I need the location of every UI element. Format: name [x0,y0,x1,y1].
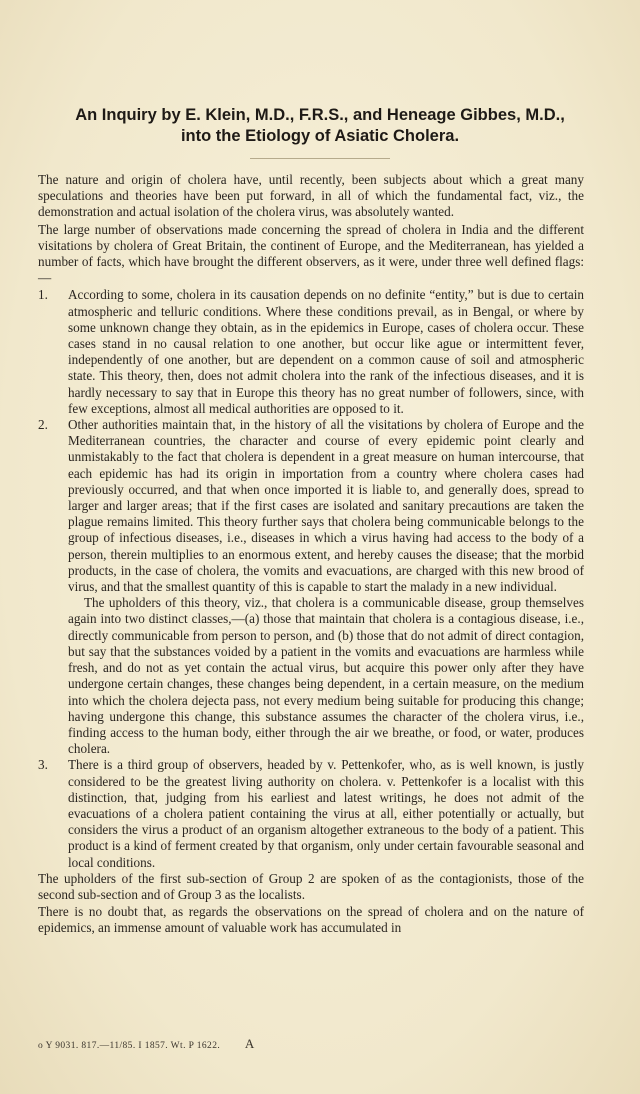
list-item-text: There is a third group of observers, headed by v. Pettenkofer, who, as is well known, is justly considered to be the greatest living authority on cholera. v. Pettenkofer is a localist with this distinction, that, judging from his earliest and latest writings, he does not admit of the evacuations of a cholera patient containing the virus at all, either potentially or actually, but considers the virus a product of an organism altogether extraneous to the body of a patient. This product is a kind of ferment created by that organism, only under certain favourable seasonal and local conditions. [68,757,584,870]
list-item-number: 1. [38,287,48,303]
signature-mark: A [244,1036,255,1051]
list-item-text: Other authorities maintain that, in the history of all the visitations by cholera of Europe and the Mediterranean countries, the character and course of every epidemic point clearly and unmistakably to the fact that cholera is dependent in a great measure on human intercourse, that each epidemic has had its origin in importation from a country where cholera cases had previously occurred, and that when once imported it is liable to, and generally does, spread to larger and larger areas; that if the first cases are isolated and sanitary precautions are taken the plague remains limited. This theory further says that cholera being communicable belongs to the group of infectious diseases, i.e., diseases in which a virus having had access to the body of a person, therein multiplies to an enormous extent, and hereby causes the disease; that the morbid products, in the case of cholera, the vomits and evacuations, are charged with this new brood of virus, and that the smallest quantity of this is capable to start the malady in a new individual. [68,417,584,595]
list-item-number: 3. [38,757,48,773]
paragraph-intro: The nature and origin of cholera have, until recently, been subjects about which a great many speculations and theories have been put forward, in all of which the fundamental fact, viz., the demonstration and actual isolation of the cholera virus, was absolutely wanted. [38,172,584,220]
title-line-2: into the Etiology of Asiatic Cholera. [180,127,460,145]
document-title [20,105,620,147]
paragraph-contagionists: The upholders of the first sub-section of Group 2 are spoken of as the contagionists, those of the second sub-section and of Group 3 as the localists. [38,870,584,902]
list-item-number: 2. [38,417,48,433]
printer-imprint: o Y 9031. 817.—11/85. I 1857. Wt. P 1622. [38,1041,221,1051]
list-item [38,417,584,757]
list-item-text: According to some, cholera in its causation depends on no definite “entity,” but is due to certain atmospheric and telluric conditions. Where these conditions prevail, as in Bengal, or where by some unknown change they obtain, as in the epidemics in Europe, cases of cholera occur. These cases stand in no causal relation to one another, but occur like ague or intermittent fever, independently of one another, but are dependent on a common cause of soil and atmospheric state. This theory, then, does not admit cholera into the rank of the infectious diseases, and it is hardly necessary to say that in Europe this theory has no great number of followers, since, with few exceptions, almost all medical authorities are opposed to it. [68,287,584,416]
list-item [38,287,584,417]
title-divider [250,158,390,159]
paragraph-conclusion: There is no doubt that, as regards the observations on the spread of cholera and on the nature of epidemics, an immense amount of valuable work has accumulated in [38,904,584,936]
document-body [38,172,584,938]
list-item [38,757,584,870]
printer-footer [38,1036,584,1052]
title-line-1: An Inquiry by E. Klein, M.D., F.R.S., and Heneage Gibbes, M.D., [75,106,565,124]
paragraph-observations: The large number of observations made concerning the spread of cholera in India and the different visitations by cholera of Great Britain, the continent of Europe, and the Mediterranean, has yielded a number of facts, which have brought the different observers, as it were, under three well defined flags:— [38,221,584,286]
theory-list [38,287,584,870]
list-item-subparagraph: The upholders of this theory, viz., that cholera is a communicable disease, group themselves again into two distinct classes,—(a) those that maintain that cholera is a contagious disease, i.e., directly communicable from person to person, and (b) those that do not admit of direct contagion, but say that the substances voided by a patient in the vomits and evacuations are harmless while fresh, and do not as yet contain the actual virus, but acquire this power only after they have undergone certain changes, these changes being dependent, in a certain measure, on the medium into which the cholera dejecta pass, not every medium being suitable for producing this change; having undergone this change, this substance assumes the character of the cholera virus, i.e., finding access to the human body, either through the air we breathe, or food, or water, produces cholera. [68,595,584,757]
